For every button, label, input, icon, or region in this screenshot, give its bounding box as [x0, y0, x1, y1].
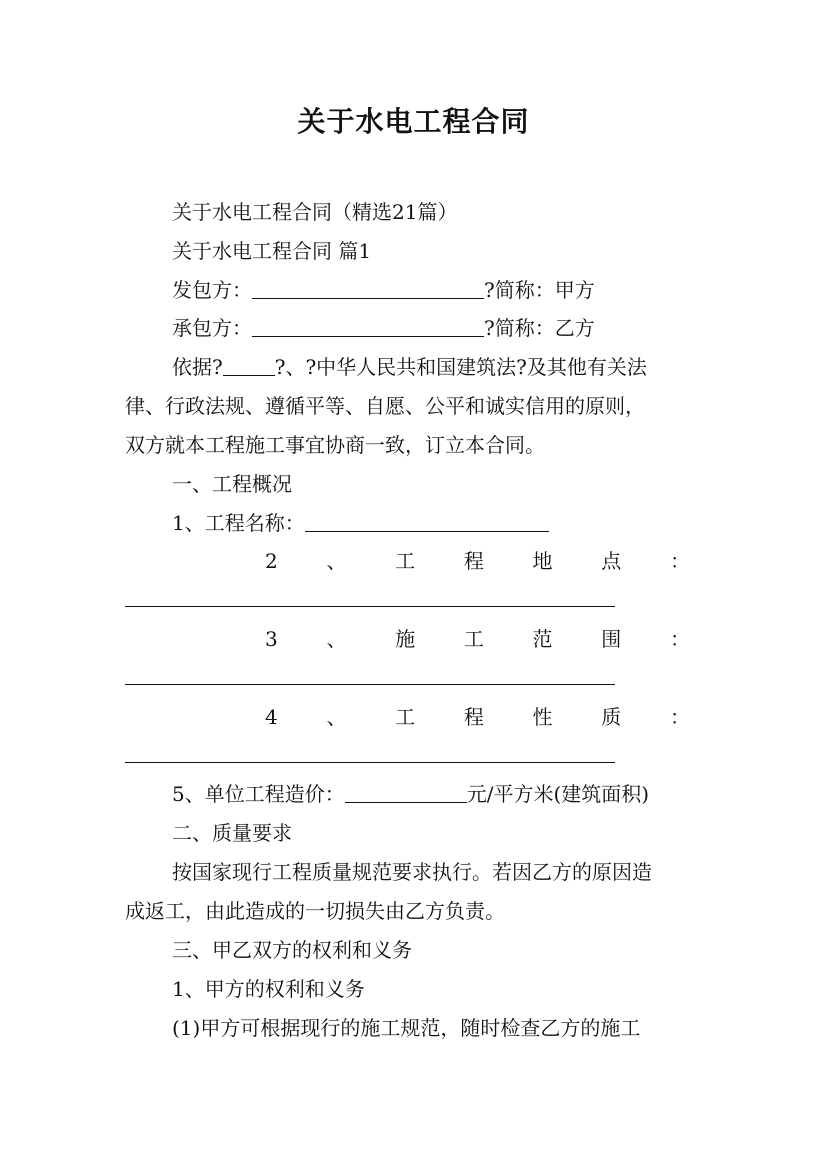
item-3-char: 围 [601, 627, 622, 651]
party-b-suffix: ?简称：乙方 [484, 316, 595, 340]
party-b-blank [252, 316, 484, 337]
item-2-char: 程 [463, 549, 484, 573]
basis-blank [223, 355, 275, 376]
party-a-line [172, 277, 712, 303]
item-5-line [172, 781, 712, 807]
party-b-label: 承包方： [172, 316, 252, 340]
item-3-blank [125, 684, 615, 685]
item-3-char: 施 [395, 627, 416, 651]
section-2-heading: 二、质量要求 [172, 821, 292, 845]
subtitle: 关于水电工程合同（精选21篇） [172, 200, 458, 224]
item-1-line [172, 510, 712, 536]
party-a-suffix: ?简称：甲方 [484, 278, 595, 302]
item-3-char: 范 [532, 627, 553, 651]
quality-line-1: 按国家现行工程质量规范要求执行。若因乙方的原因造 [172, 860, 652, 884]
item-3-char: 工 [463, 627, 484, 651]
party-a-label: 发包方： [172, 278, 252, 302]
item-5-suffix: 元/平方米(建筑面积) [466, 782, 650, 806]
basis-line-2: 律、行政法规、遵循平等、自愿、公平和诚实信用的原则， [125, 394, 645, 418]
item-4-char: 程 [463, 705, 484, 729]
document-title: 关于水电工程合同 [297, 105, 530, 138]
item-4-char: 工 [395, 705, 416, 729]
section-3-heading: 三、甲乙双方的权利和义务 [172, 938, 412, 962]
item-4-char: 、 [326, 705, 347, 729]
basis-line-3: 双方就本工程施工事宜协商一致，订立本合同。 [125, 433, 545, 457]
section-3-1-heading: 1、甲方的权利和义务 [172, 977, 365, 1001]
item-3-char: ： [669, 627, 690, 651]
section-1-heading: 一、工程概况 [172, 472, 292, 496]
item-3-char: 3 [265, 627, 278, 651]
quality-line-2: 成返工，由此造成的一切损失由乙方负责。 [125, 899, 505, 923]
party-b-line [172, 315, 712, 341]
item-4-char: ： [669, 705, 690, 729]
item-2-line [265, 548, 690, 574]
section-3-1-1-text: (1)甲方可根据现行的施工规范，随时检查乙方的施工 [172, 1016, 641, 1040]
item-4-char: 质 [601, 705, 622, 729]
item-2-blank [125, 606, 615, 607]
item-2-char: 、 [326, 549, 347, 573]
item-2-char: 工 [395, 549, 416, 573]
item-4-char: 性 [532, 705, 553, 729]
party-a-blank [252, 278, 484, 299]
item-2-char: ： [669, 549, 690, 573]
item-1-blank [305, 511, 549, 532]
item-4-line [265, 704, 690, 730]
item-3-line [265, 626, 690, 652]
item-2-char: 点 [601, 549, 622, 573]
item-4-blank [125, 762, 615, 763]
item-4-char: 4 [265, 705, 278, 729]
item-5-blank [345, 782, 467, 803]
item-3-char: 、 [326, 627, 347, 651]
item-1-label: 1、工程名称： [172, 511, 305, 535]
basis-start: 依据? [172, 355, 223, 379]
item-2-char: 2 [265, 549, 278, 573]
basis-line-1 [172, 354, 712, 380]
basis-end: ?、?中华人民共和国建筑法?及其他有关法 [274, 355, 647, 379]
item-5-label: 5、单位工程造价： [172, 782, 345, 806]
item-2-char: 地 [532, 549, 553, 573]
part-heading: 关于水电工程合同 篇1 [172, 239, 372, 263]
